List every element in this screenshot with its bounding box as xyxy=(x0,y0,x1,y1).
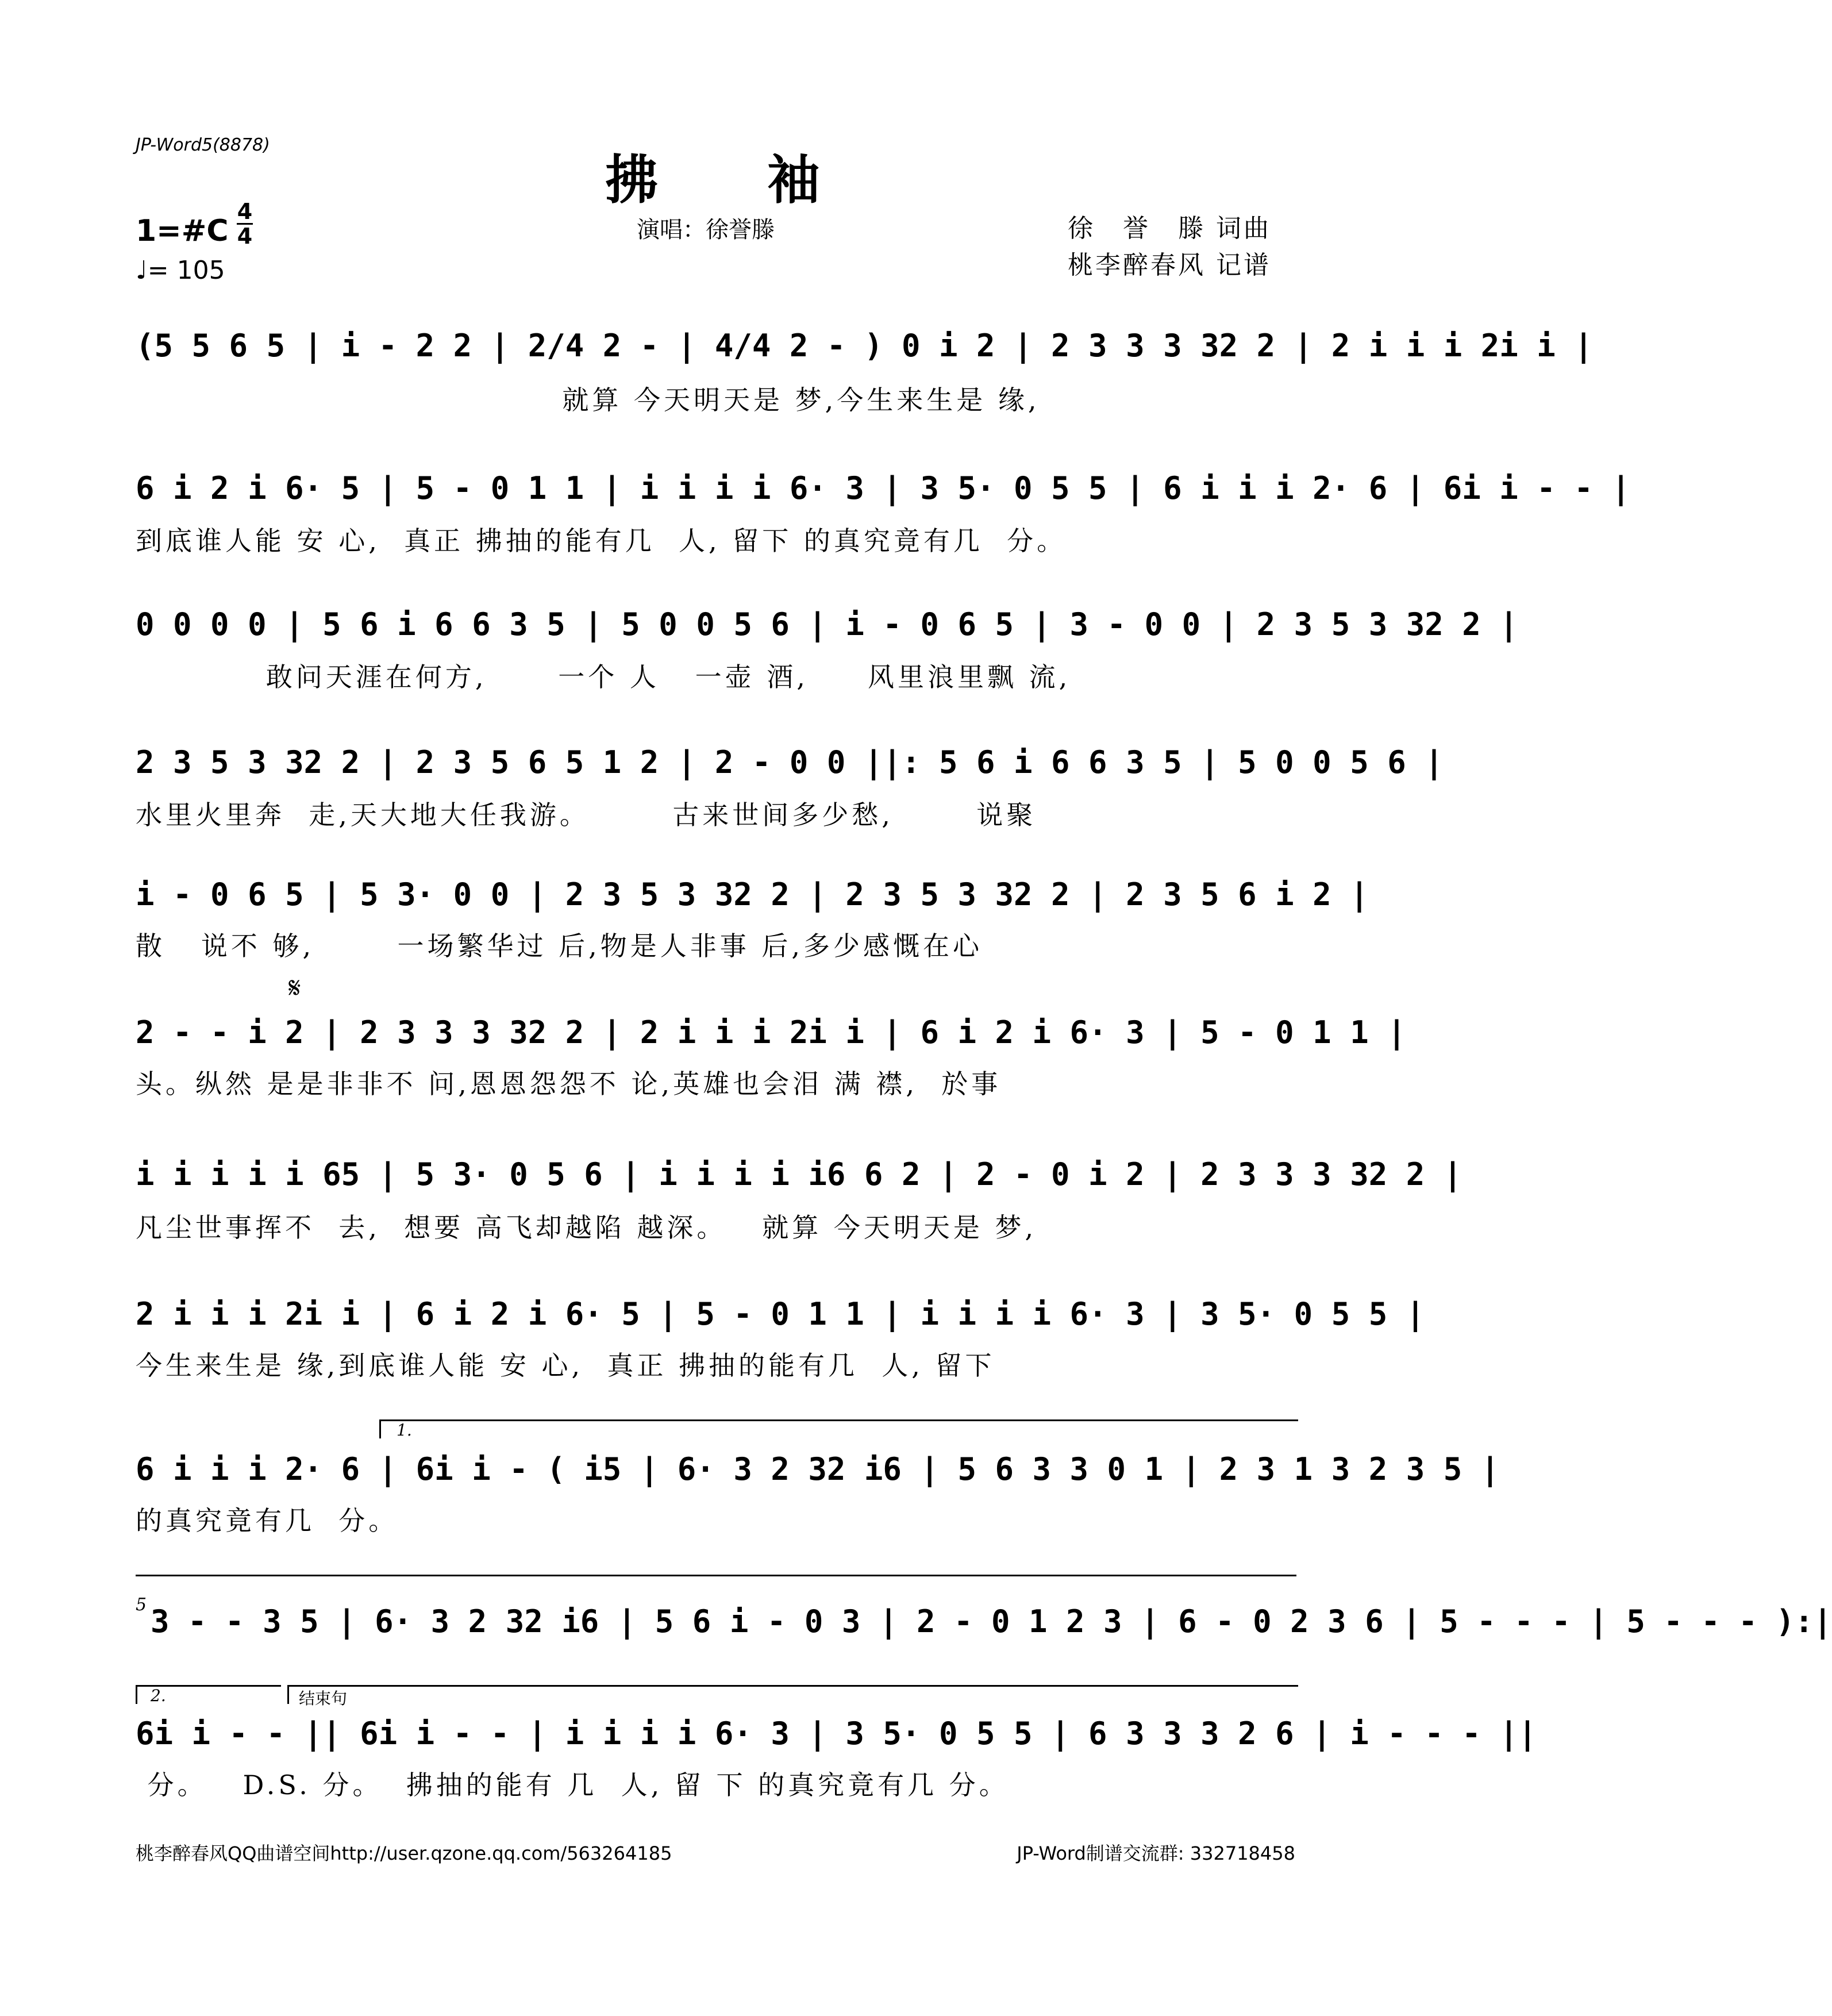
notation-line-9: 6 i i i 2· 6 | 6i i - ( i5 | 6· 3 2 32 i6 | 5 6 3 3 0 1 | 2 3 1 3 2 3 5 | xyxy=(136,1451,1500,1487)
lyrics-line-9: 的真究竟有几 分。 xyxy=(136,1505,399,1536)
notation-line-5: i - 0 6 5 | 5 3· 0 0 | 2 3 5 3 32 2 | 2 3 5 3 32 2 | 2 3 5 6 i 2 | xyxy=(136,876,1369,913)
notation-line-8: 2 i i i 2i i | 6 i 2 i 6· 5 | 5 - 0 1 1 | i i i i 6· 3 | 3 5· 0 5 5 | xyxy=(136,1296,1425,1332)
app-name: JP-Word5(8878) xyxy=(136,135,270,155)
lyrics-line-6: 头。纵然 是是非非不 问,恩恩怨怨不 论,英雄也会泪 满 襟, 於事 xyxy=(136,1068,1002,1099)
lyrics-line-7: 凡尘世事挥不 去, 想要 高飞却越陷 越深。 就算 今天明天是 梦, xyxy=(136,1212,1037,1243)
lyrics-line-1: 就算 今天明天是 梦,今生来生是 缘, xyxy=(136,384,1040,415)
lyrics-line-5: 散 说不 够, 一场繁华过 后,物是人非事 后,多少感慨在心 xyxy=(136,930,983,961)
singer-credit: 演唱：徐誉滕 xyxy=(637,217,775,243)
lyrics-line-3: 敢问天涯在何方, 一个 人 一壶 酒, 风里浪里飘 流, xyxy=(136,661,1071,692)
lyrics-line-8: 今生来生是 缘,到底谁人能 安 心, 真正 拂抽的能有几 人, 留下 xyxy=(136,1350,995,1381)
first-ending-label: 1. xyxy=(397,1421,412,1440)
segno-sign: 𝄋 xyxy=(288,971,301,1005)
grace-note: 5 xyxy=(136,1595,147,1615)
transcriber: 桃李醉春风 记谱 xyxy=(1068,251,1271,280)
notation-line-2: 6 i 2 i 6· 5 | 5 - 0 1 1 | i i i i 6· 3 | 3 5· 0 5 5 | 6 i i i 2· 6 | 6i i - - | xyxy=(136,470,1630,506)
first-ending-bracket xyxy=(379,1419,1298,1438)
lyricist-composer: 徐 誉 滕 词曲 xyxy=(1068,214,1271,243)
time-sig-bottom: 4 xyxy=(237,224,253,249)
notation-line-6: 2 - - i 2 | 2 3 3 3 32 2 | 2 i i i 2i i | 6 i 2 i 6· 3 | 5 - 0 1 1 | xyxy=(136,1014,1406,1051)
second-ending-label: 2. xyxy=(151,1686,166,1705)
song-title: 拂袖 xyxy=(605,149,929,211)
coda-bracket xyxy=(287,1685,1298,1704)
lyrics-line-2: 到底谁人能 安 心, 真正 拂抽的能有几 人, 留下 的真究竟有几 分。 xyxy=(136,525,1067,556)
coda-label: 结束句 xyxy=(299,1689,348,1708)
credits xyxy=(1068,210,1298,284)
notation-line-3: 0 0 0 0 | 5 6 i 6 6 3 5 | 5 0 0 5 6 | i - 0 6 5 | 3 - 0 0 | 2 3 5 3 32 2 | xyxy=(136,606,1518,642)
notation-line-1: (5 5 6 5 | i - 2 2 | 2/4 2 - | 4/4 2 - ) 0 i 2 | 2 3 3 3 32 2 | 2 i i i 2i i | xyxy=(136,328,1593,364)
lyrics-line-4: 水里火里奔 走,天大地大任我游。 古来世间多少愁, 说聚 xyxy=(136,799,1037,830)
lyrics-line-11: 分。 D.S. 分。 拂抽的能有 几 人, 留 下 的真究竟有几 分。 xyxy=(136,1769,1009,1800)
time-signature xyxy=(237,200,253,248)
notation-line-10: 3 - - 3 5 | 6· 3 2 32 i6 | 5 6 i - 0 3 | 2 - 0 1 2 3 | 6 - 0 2 3 6 | 5 - - - | 5 - - - ):| xyxy=(151,1603,1832,1640)
notation-line-11: 6i i - - || 6i i - - | i i i i 6· 3 | 3 5· 0 5 5 | 6 3 3 3 2 6 | i - - - || xyxy=(136,1715,1537,1752)
key-signature: 1=#C xyxy=(136,214,229,248)
footer-group: JP-Word制谱交流群: 332718458 xyxy=(1017,1842,1295,1864)
time-sig-top: 4 xyxy=(237,199,253,224)
first-ending-continuation xyxy=(136,1575,1296,1576)
footer-source: 桃李醉春风QQ曲谱空间http://user.qzone.qq.com/563264185 xyxy=(136,1842,672,1864)
tempo-marking: ♩= 105 xyxy=(136,256,225,285)
notation-line-7: i i i i i 65 | 5 3· 0 5 6 | i i i i i6 6 2 | 2 - 0 i 2 | 2 3 3 3 32 2 | xyxy=(136,1156,1462,1192)
notation-line-4: 2 3 5 3 32 2 | 2 3 5 6 5 1 2 | 2 - 0 0 ||: 5 6 i 6 6 3 5 | 5 0 0 5 6 | xyxy=(136,744,1444,780)
